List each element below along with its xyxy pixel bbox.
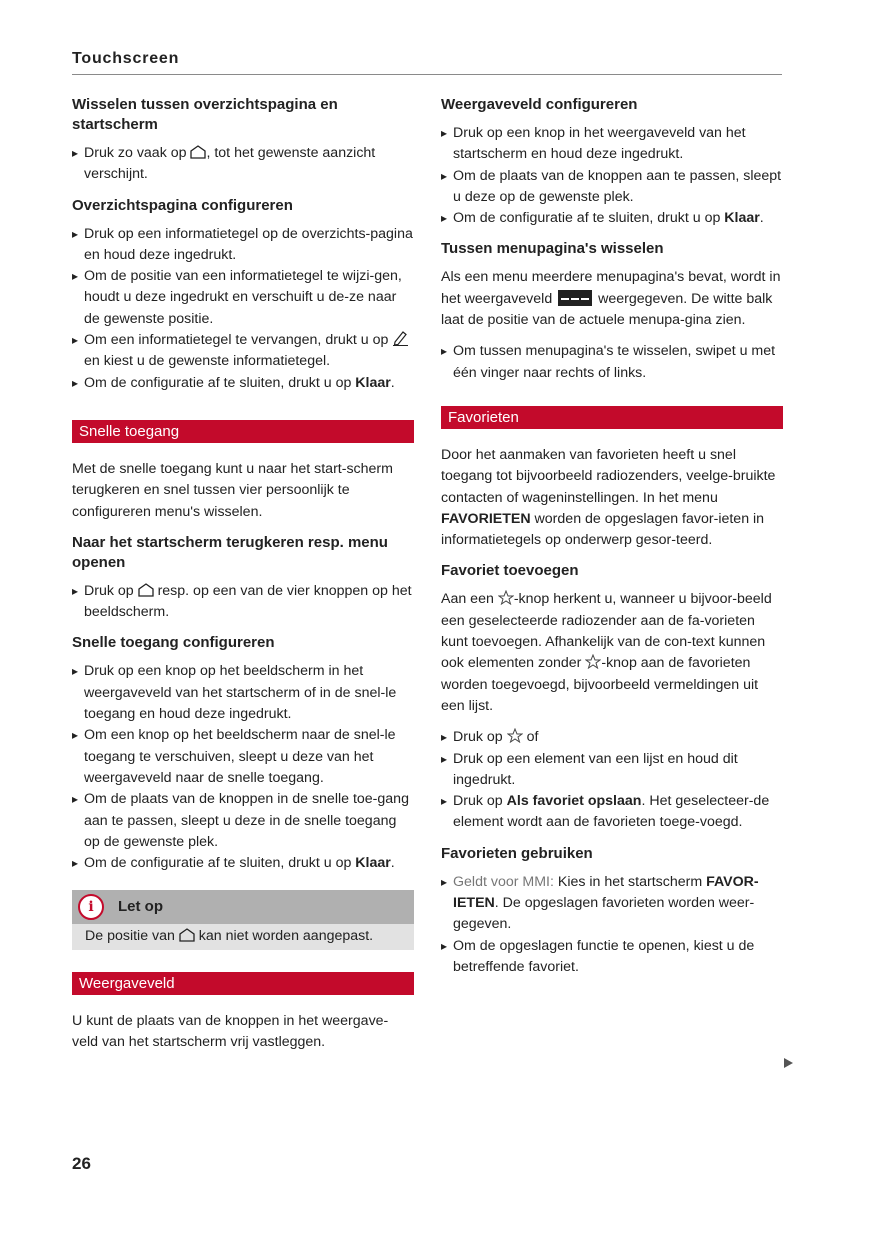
list-item: ▸ Druk op resp. op een van de vier knoppen op het beeldscherm.	[72, 581, 414, 624]
home-icon	[190, 145, 206, 159]
paragraph: Met de snelle toegang kunt u naar het start-scherm terugkeren en snel tussen vier persoonlijk te configureren menu's wisselen.	[72, 460, 393, 520]
list-item: ▸ Druk op Als favoriet opslaan. Het geselecteer-de element wordt aan de favorieten toege-voegd.	[441, 791, 783, 834]
paragraph: Door het aanmaken van favorieten heeft u snel toegang tot bijvoorbeeld radiozenders, veelge-bruikte contacten of wageninstellingen. In het menu FAVORIETEN worden de opgeslagen favor-ieten in informatietegels op onderwerp gesor-teerd.	[441, 446, 776, 549]
section-band-favorieten: Favorieten	[441, 406, 783, 429]
heading-overzichtspagina: Overzichtspagina configureren	[72, 196, 293, 214]
info-icon: i	[78, 894, 104, 920]
edit-pencil-icon	[392, 330, 409, 346]
page-header	[72, 50, 782, 75]
bullet-list	[441, 727, 783, 833]
paragraph: U kunt de plaats van de knoppen in het weergave-veld van het startscherm vrij vastleggen.	[72, 1012, 389, 1051]
list-item: ▸ Om de opgeslagen functie te openen, kiest u de betreffende favoriet.	[441, 936, 783, 979]
note-header	[72, 890, 414, 924]
paragraph: Aan een -knop herkent u, wanneer u bijvoor-beeld een geselecteerde radiozender aan de fa-vorieten kunt toevoegen. Afhankelijk van de con-text kunnen ook elementen zonder -knop aan de favorieten worden toegevoegd, bijvoorbeeld vermeldingen uit een lijst.	[441, 591, 772, 714]
bullet-list	[72, 661, 414, 874]
section-band-weergaveveld: Weergaveveld	[72, 972, 414, 995]
heading-startscherm-terugkeren: Naar het startscherm terugkeren resp. menu openen	[72, 533, 388, 571]
section-band-snelle-toegang: Snelle toegang	[72, 420, 414, 443]
list-item: ▸ Om tussen menupagina's te wisselen, swipet u met één vinger naar rechts of links.	[441, 341, 783, 384]
note-title: Let op	[118, 898, 163, 916]
heading-menupaginas: Tussen menupagina's wisselen	[441, 240, 664, 258]
heading-favoriet-toevoegen: Favoriet toevoegen	[441, 562, 579, 580]
right-column	[441, 95, 783, 988]
list-item: ▸ Om de configuratie af te sluiten, drukt u op Klaar.	[441, 208, 783, 229]
home-icon	[179, 928, 195, 942]
bullet-list	[72, 224, 414, 394]
list-item: ▸ Om een informatietegel te vervangen, drukt u op en kiest u de gewenste informatietegel.	[72, 330, 414, 373]
page-number: 26	[72, 1154, 91, 1173]
paragraph: Als een menu meerdere menupagina's bevat, wordt in het weergaveveld weergegeven. De witte balk laat de positie van de actuele menupa-gina zien.	[441, 269, 781, 329]
list-item: ▸ Druk op een knop in het weergaveveld van het startscherm en houd deze ingedrukt.	[441, 123, 783, 166]
bullet-list	[72, 143, 414, 186]
bullet-list	[441, 123, 783, 229]
heading-favorieten-gebruiken: Favorieten gebruiken	[441, 844, 593, 862]
list-item: ▸ Om een knop op het beeldscherm naar de snel-le toegang te verschuiven, sleept u deze van het weergaveveld naar de snelle toegang.	[72, 725, 414, 789]
star-icon	[585, 654, 601, 669]
star-icon	[498, 590, 514, 605]
bullet-list	[441, 872, 783, 978]
list-item: ▸ Druk op een element van een lijst en houd dit ingedrukt.	[441, 749, 783, 792]
list-item: ▸ Druk op of	[441, 727, 783, 748]
bullet-list	[72, 581, 414, 624]
heading-weergaveveld-configureren: Weergaveveld configureren	[441, 96, 638, 113]
list-item: ▸ Geldt voor MMI: Kies in het startscherm FAVOR-IETEN. De opgeslagen favorieten worden weer-gegeven.	[441, 872, 783, 936]
page-indicator-icon	[558, 290, 592, 306]
list-item: ▸ Druk zo vaak op , tot het gewenste aanzicht verschijnt.	[72, 143, 414, 186]
star-icon	[507, 728, 523, 743]
list-item: ▸ Om de configuratie af te sluiten, drukt u op Klaar.	[72, 853, 414, 874]
list-item: ▸ Om de plaats van de knoppen aan te passen, sleept u deze op de gewenste plek.	[441, 166, 783, 209]
note-body: De positie van kan niet worden aangepast.	[72, 924, 414, 949]
list-item: ▸ Druk op een knop op het beeldscherm in het weergaveveld van het startscherm of in de snel-le toegang en houd deze ingedrukt.	[72, 661, 414, 725]
heading-snelle-toegang-configureren: Snelle toegang configureren	[72, 634, 275, 652]
list-item: ▸ Om de configuratie af te sluiten, drukt u op Klaar.	[72, 373, 414, 394]
section-title: Touchscreen	[72, 50, 180, 67]
heading-wisselen: Wisselen tussen overzichtspagina en startscherm	[72, 96, 338, 133]
list-item: ▸ Om de plaats van de knoppen in de snelle toe-gang aan te passen, sleept u deze in de snelle toegang op de gewenste plek.	[72, 789, 414, 853]
bullet-list	[441, 341, 783, 384]
continue-arrow-icon	[784, 1058, 793, 1068]
home-icon	[138, 583, 154, 597]
note-box	[72, 890, 414, 949]
list-item: ▸ Om de positie van een informatietegel te wijzi-gen, houdt u deze ingedrukt en verschuift u de-ze naar de gewenste positie.	[72, 266, 414, 330]
left-column	[72, 95, 414, 1063]
list-item: ▸ Druk op een informatietegel op de overzichts-pagina en houd deze ingedrukt.	[72, 224, 414, 267]
